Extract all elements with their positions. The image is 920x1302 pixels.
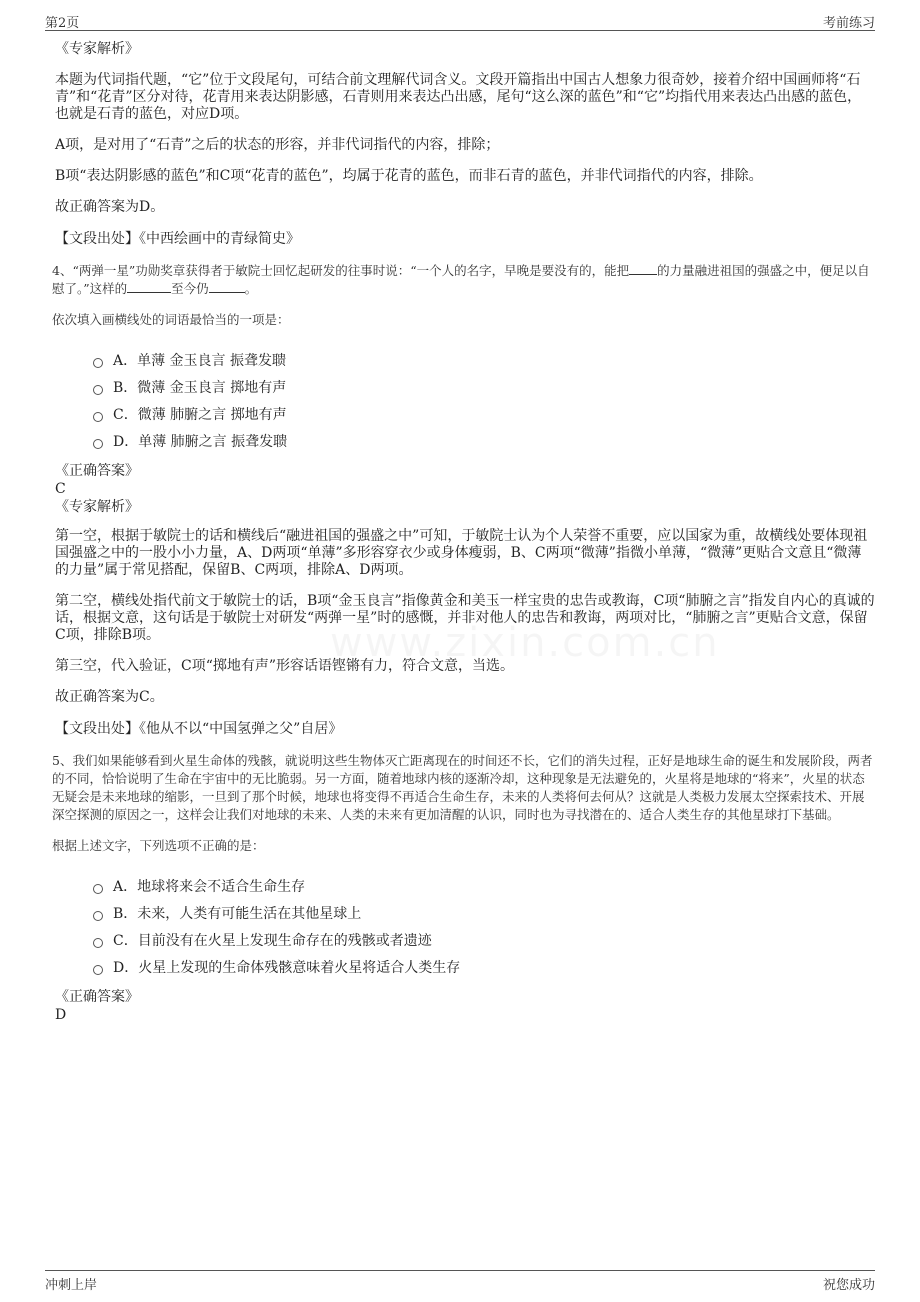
question-4-stem: 4、“两弹一星”功勋奖章获得者于敏院士回忆起研发的往事时说：“一个人的名字，早晚是要没有的，能把 的力量融进祖国的强盛之中，便足以自慰了。”这样的 至今仍 。	[52, 263, 870, 296]
radio-icon[interactable]	[93, 965, 103, 975]
analysis-paragraph: 第三空，代入验证，C项“掷地有声”形容话语铿锵有力，符合文意，当选。	[55, 658, 515, 674]
answer-label: 《正确答案》	[55, 989, 139, 1005]
page-footer	[45, 1270, 875, 1293]
option-list	[93, 872, 875, 980]
radio-icon[interactable]	[93, 412, 103, 422]
option-c[interactable]: C．目前没有在火星上发现生命存在的残骸或者遗迹	[93, 926, 875, 953]
conclusion: 故正确答案为C。	[55, 689, 164, 705]
option-list	[93, 346, 875, 454]
answer-label: 《正确答案》	[55, 463, 139, 479]
option-d[interactable]: D．火星上发现的生命体残骸意味着火星将适合人类生存	[93, 953, 875, 980]
analysis-paragraph: B项“表达阴影感的蓝色”和C项“花青的蓝色”，均属于花青的蓝色，而非石青的蓝色，并非代词指代的内容，排除。	[55, 168, 763, 184]
analysis-paragraph: A项，是对用了“石青”之后的状态的形容，并非代词指代的内容，排除；	[55, 137, 500, 153]
page-number: 第2页	[45, 16, 80, 31]
option-a[interactable]: A．地球将来会不适合生命生存	[93, 872, 875, 899]
conclusion: 故正确答案为D。	[55, 199, 165, 215]
radio-icon[interactable]	[93, 385, 103, 395]
question-prompt: 根据上述文字，下列选项不正确的是：	[52, 838, 265, 853]
radio-icon[interactable]	[93, 439, 103, 449]
source-citation: 【文段出处】《他从不以“中国氢弹之父”自居》	[55, 721, 343, 737]
analysis-label: 《专家解析》	[55, 41, 139, 57]
answer-value: D	[55, 1007, 67, 1023]
radio-icon[interactable]	[93, 938, 103, 948]
option-b[interactable]: B．微薄 金玉良言 掷地有声	[93, 373, 875, 400]
question-5-stem: 5、我们如果能够看到火星生命体的残骸，就说明这些生物体灭亡距离现在的时间还不长，它们的消失过程，正好是地球生命的诞生和发展阶段，两者的不同，恰恰说明了生命在宇宙中的无比脆弱。另一方面，随着地球内核的逐渐冷却，这种现象是无法避免的，火星将是地球的“将来”，火星的状态无疑会是未来地球的缩影，一旦到了那个时候，地球也将变得不再适合生命生存，未来的人类将何去何从？这就是人类极力发展太空探索技术、开展深空探测的原因之一，这样会让我们对地球的未来、人类的未来有更加清醒的认识，同时也为寻找潜在的、适合人类生存的其他星球打下基础。	[52, 753, 873, 822]
radio-icon[interactable]	[93, 358, 103, 368]
fill-blank	[127, 280, 171, 293]
analysis-label: 《专家解析》	[55, 499, 139, 515]
footer-left-text: 冲刺上岸	[45, 1278, 98, 1293]
page-header	[45, 10, 875, 31]
analysis-paragraph: 本题为代词指代题，“它”位于文段尾句，可结合前文理解代词含义。文段开篇指出中国古人想象力很奇妙，接着介绍中国画师将“石青”和“花青”区分对待，花青用来表达阴影感，石青则用来表达凸出感，尾句“这么深的蓝色”和“它”均指代用来表达凸出感的蓝色，也就是石青的蓝色，对应D项。	[55, 72, 862, 122]
fill-blank	[209, 280, 245, 293]
option-b[interactable]: B．未来，人类有可能生活在其他星球上	[93, 899, 875, 926]
fill-blank	[629, 262, 657, 275]
header-title: 考前练习	[822, 16, 875, 31]
answer-value: C	[55, 481, 66, 497]
document-body	[52, 40, 875, 1024]
source-citation: 【文段出处】《中西绘画中的青绿简史》	[55, 231, 300, 247]
analysis-paragraph: 第一空，根据于敏院士的话和横线后“融进祖国的强盛之中”可知，于敏院士认为个人荣誉不重要，应以国家为重，故横线处要体现祖国强盛之中的一股小小力量，A、D两项“单薄”多形容穿衣少或身体瘦弱，B、C两项“微薄”指微小单薄，“微薄”更贴合文意且“微薄的力量”属于常见搭配，保留B、C两项，排除A、D两项。	[55, 528, 868, 578]
question-prompt: 依次填入画横线处的词语最恰当的一项是：	[52, 312, 290, 327]
option-c[interactable]: C．微薄 肺腑之言 掷地有声	[93, 400, 875, 427]
radio-icon[interactable]	[93, 911, 103, 921]
analysis-paragraph: 第二空，横线处指代前文于敏院士的话，B项“金玉良言”指像黄金和美玉一样宝贵的忠告或教诲，C项“肺腑之言”指发自内心的真诚的话，根据文意，这句话是于敏院士对研发“两弹一星”时的感慨，并非对他人的忠告和教诲，两项对比，“肺腑之言”更贴合文意，保留C项，排除B项。	[55, 593, 875, 643]
footer-right-text: 祝您成功	[822, 1278, 875, 1293]
option-a[interactable]: A．单薄 金玉良言 振聋发聩	[93, 346, 875, 373]
option-d[interactable]: D．单薄 肺腑之言 振聋发聩	[93, 427, 875, 454]
radio-icon[interactable]	[93, 884, 103, 894]
